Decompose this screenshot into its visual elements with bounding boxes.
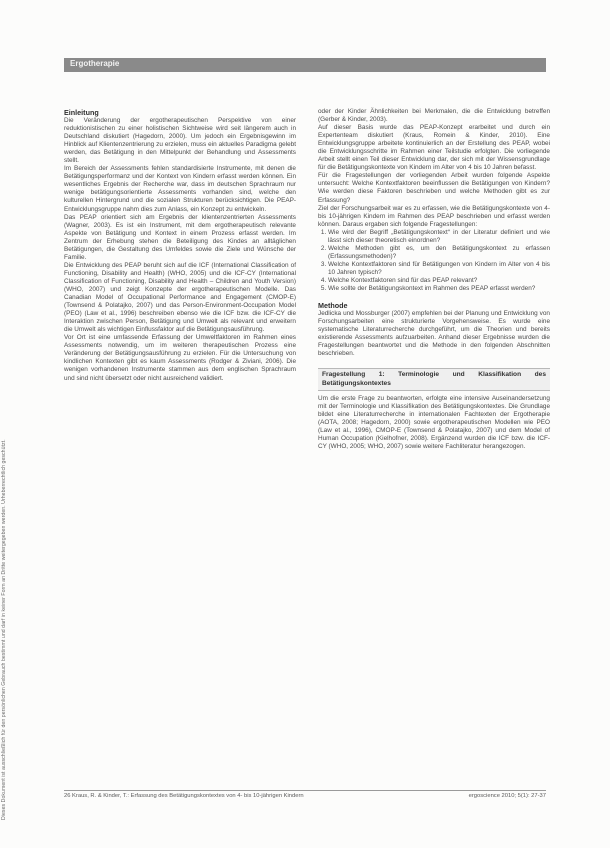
paragraph: Um die erste Frage zu beantworten, erfolgte eine intensive Auseinandersetzung mit der Terminologie und Klassifikation des Betätigungskontextes. Die Grundlage bildet eine Literaturrecherche in internationalen Fachtexten der Ergotherapie (AOTA, 2008; Hagedorn, 2000) sowie ergotherapeutischen Modellen wie PEO (Law et al., 1996), CMOP-E (Townsend & Polatajko, 2007) und dem Model of Human Occupation (Kielhofner, 2008). Ergänzend wurden die ICF bzw. die ICF-CY (WHO, 2005; WHO, 2007) sowie weitere Fachliteratur herangezogen. [318,394,550,451]
list-item: 4. Welche Kontextfaktoren sind für das PEAP relevant? [328,277,550,285]
footer-journal: ergoscience 2010; 5(1): 27-37 [468,793,546,799]
footer-citation: 26 Kraus, R. & Kinder, T.: Erfassung des Betätigungskontextes von 4- bis 10-jährigen Kindern [64,793,304,799]
paragraph: oder der Kinder Ähnlichkeiten bei Merkmalen, die die Entwicklung betreffen (Gerber & Kinder, 2003). [318,108,550,124]
spacer [318,358,550,366]
side-copyright-note: Dieses Dokument ist ausschließlich für den persönlichen Gebrauch bestimmt und darf in keiner Form an Dritte weitergegeben werden. Urheberrechtlich geschützt. [1,439,7,820]
list-item: 1. Wie wird der Begriff „Betätigungskontext“ in der Literatur definiert und wie lässt sich dieser theoretisch einordnen? [328,229,550,245]
spacer [318,293,550,301]
list-item: 5. Wie sollte der Betätigungskontext im Rahmen des PEAP erfasst werden? [328,285,550,293]
paragraph: Das PEAP orientiert sich am Ergebnis der klientenzentrierten Assessments (Wagner, 2003). Es ist ein Instrument, mit dem ergotherapeutisch relevante Aspekte von Betätigung und Kontext in einem Prozess erfasst werden. Im Zentrum der Erhebung stehen die Beteiligung des Kindes an alltäglichen Betätigungen, die Gestaltung des Umfeldes sowie die Ziele und Wünsche der Familie. [64,213,296,261]
paragraph: Für die Fragestellungen der vorliegenden Arbeit wurden folgende Aspekte untersucht: Welche Kontextfaktoren beeinflussen die Betätigungen von Kindern? Wie werden diese Faktoren beschrieben und welche Methoden gibt es zur Erfassung? [318,172,550,204]
paragraph: Im Bereich der Assessments fehlen standardisierte Instrumente, mit denen die Betätigungsperformanz und der Kontext von Kindern erfasst werden können. Ein wesentliches Ergebnis der Recherche war, dass im deutschen Sprachraum nur wenige betätigungsorientierte Assessments vorhanden sind, welche den kulturellen Hintergrund und die sozialen Strukturen berücksichtigen. Die PEAP-Entwicklungsgruppe nahm dies zum Anlass, ein Konzept zu entwickeln. [64,165,296,213]
section-heading-einleitung: Einleitung [64,108,99,117]
paragraph: Auf dieser Basis wurde das PEAP-Konzept erarbeitet und durch ein Expertenteam diskutiert (Kraus, Romein & Kinder, 2010). Eine Entwicklungsgruppe arbeitete kontinuierlich an der Erstellung des PEAP, wobei die Entwicklungsschritte im Rahmen einer Teilstudie erfolgten. Die vorliegende Arbeit stellt einen Teil dieser Entwicklung dar, der sich mit der Wissensgrundlage für die Betätigungskontexte von Kindern im Alter von 4 bis 10 Jahren befasst. [318,124,550,172]
list-item: 3. Welche Kontextfaktoren sind für Betätigungen von Kindern im Alter von 4 bis 10 Jahren typisch? [328,261,550,277]
paragraph: Jedlicka und Mossburger (2007) empfehlen bei der Planung und Entwicklung von Forschungsarbeiten eine strukturierte Vorgehensweise. Es wurde eine systematische Literaturrecherche durchgeführt, um die Theorien und bereits existierende Assessments aufzuarbeiten. Anhand dieser Ergebnisse wurden die Fragestellungen beantwortet und die Methode in den folgenden Abschnitten beschrieben. [318,310,550,358]
section-header-label: Ergotherapie [70,59,120,68]
paragraph: Die Veränderung der ergotherapeutischen Perspektive von einer reduktionistischen zu einer holistischen Sichtweise wird seit längerem auch in Deutschland diskutiert (Hagedorn, 2000). Um jedoch ein Ergebnisgewinn im Hinblick auf Klientenzentrierung zu erzielen, muss ein aktuelles Paradigma gelebt werden, das Betätigung in den Mittelpunkt der Behandlung und Assessments stellt. [64,117,296,165]
right-column [318,108,550,451]
questions-intro: Ziel der Forschungsarbeit war es zu erfassen, wie die Betätigungskontexte von 4- bis 10-jährigen Kindern im Rahmen des PEAP beschrieben und erfasst werden können. Daraus ergaben sich folgende Fragestellungen: [318,204,550,228]
paragraph: Vor Ort ist eine umfassende Erfassung der Umweltfaktoren im Rahmen eines Assessments notwendig, um im weiteren therapeutischen Prozess eine Veränderung der Betätigungsausführung zu erzielen. Für die Untersuchung von kindlichen Kontexten gibt es kaum Assessments (Rodger & Ziviani, 2006). Die wenigen vorhandenen Instrumente stammen aus dem englischen Sprachraum und sind nicht übersetzt oder nicht ausreichend validiert. [64,334,296,382]
left-column [64,108,296,383]
section-header-bar [64,58,546,72]
subsection-heading-box: Fragestellung 1: Terminologie und Klassifikation des Betätigungskontextes [318,368,550,390]
paragraph: Die Entwicklung des PEAP beruht sich auf die ICF (International Classification of Functioning, Disability and Health) (WHO, 2005) und die ICF-CY (International Classification of Functioning, Disability and Health – Children and Youth Version) (WHO, 2007) und zeigt Konzepte der ergotherapeutischen Modelle. Das Canadian Model of Occupational Performance and Engagement (CMOP-E) (Townsend & Polatajko, 2007) und das Person-Environment-Occupation Model (PEO) (Law et al., 1996) beschreiben ebenso wie die ICF bzw. die ICF-CY die Interaktion zwischen Person, Betätigung und Umwelt als relevant und erweitern die Umwelt als wichtigen Einflussfaktor auf die Betätigungsausführung. [64,261,296,334]
research-questions-list [318,229,550,293]
list-item: 2. Welche Methoden gibt es, um den Betätigungskontext zu erfassen (Erfassungsmethoden)? [328,245,550,261]
page-footer [64,790,546,801]
section-heading-methode: Methode [318,301,348,311]
